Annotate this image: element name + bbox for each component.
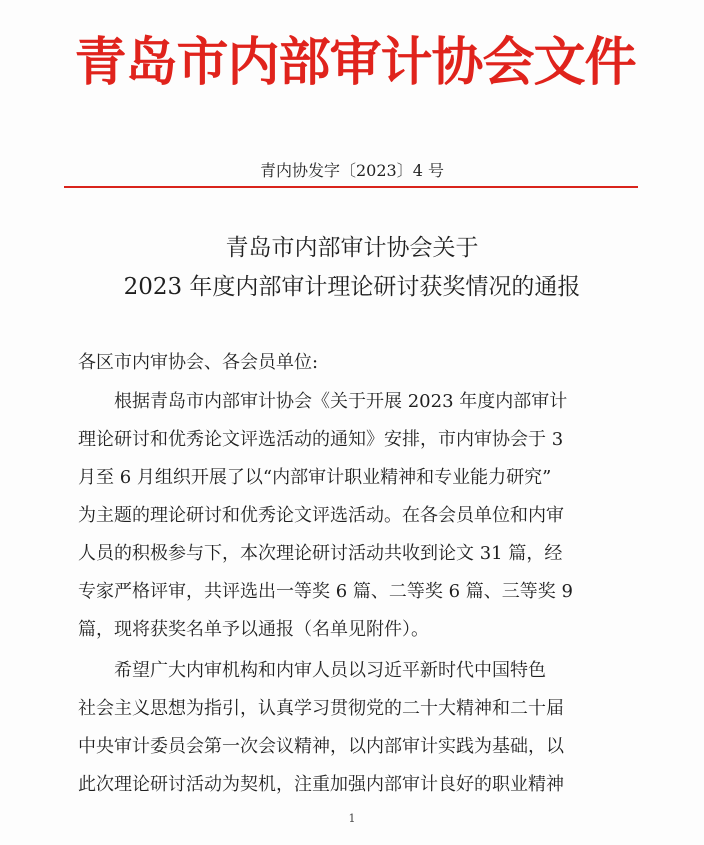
body-line: 理论研讨和优秀论文评选活动的通知》安排，市内审协会于 3 [78,429,564,450]
notice-title-line-1: 青岛市内部审计协会关于 [225,235,479,261]
body-line: 为主题的理论研讨和优秀论文评选活动。在各会员单位和内审 [78,505,564,526]
notice-title-line-2: 2023 年度内部审计理论研讨获奖情况的通报 [123,274,581,300]
page-number: 1 [348,812,356,825]
body-line: 此次理论研讨活动为契机，注重加强内部审计良好的职业精神 [78,774,564,795]
document-header-title: 青岛市内部审计协会文件 [74,33,636,93]
body-line: 中央审计委员会第一次会议精神，以内部审计实践为基础，以 [78,736,564,757]
body-line: 社会主义思想为指引，认真学习贯彻党的二十大精神和二十届 [78,698,564,719]
body-line: 专家严格评审，共评选出一等奖 6 篇、二等奖 6 篇、三等奖 9 [78,581,573,602]
red-divider-line [64,186,638,188]
body-line: 人员的积极参与下，本次理论研讨活动共收到论文 31 篇，经 [78,543,563,564]
body-line: 希望广大内审机构和内审人员以习近平新时代中国特色 [78,660,546,681]
body-line: 根据青岛市内部审计协会《关于开展 2023 年度内部审计 [78,391,568,412]
body-line: 月至 6 月组织开展了以“内部审计职业精神和专业能力研究” [78,467,552,488]
document-number: 青内协发字〔2023〕4 号 [260,161,444,180]
salutation: 各区市内审协会、各会员单位: [78,352,319,373]
body-line: 篇，现将获奖名单予以通报（名单见附件）。 [78,619,429,640]
